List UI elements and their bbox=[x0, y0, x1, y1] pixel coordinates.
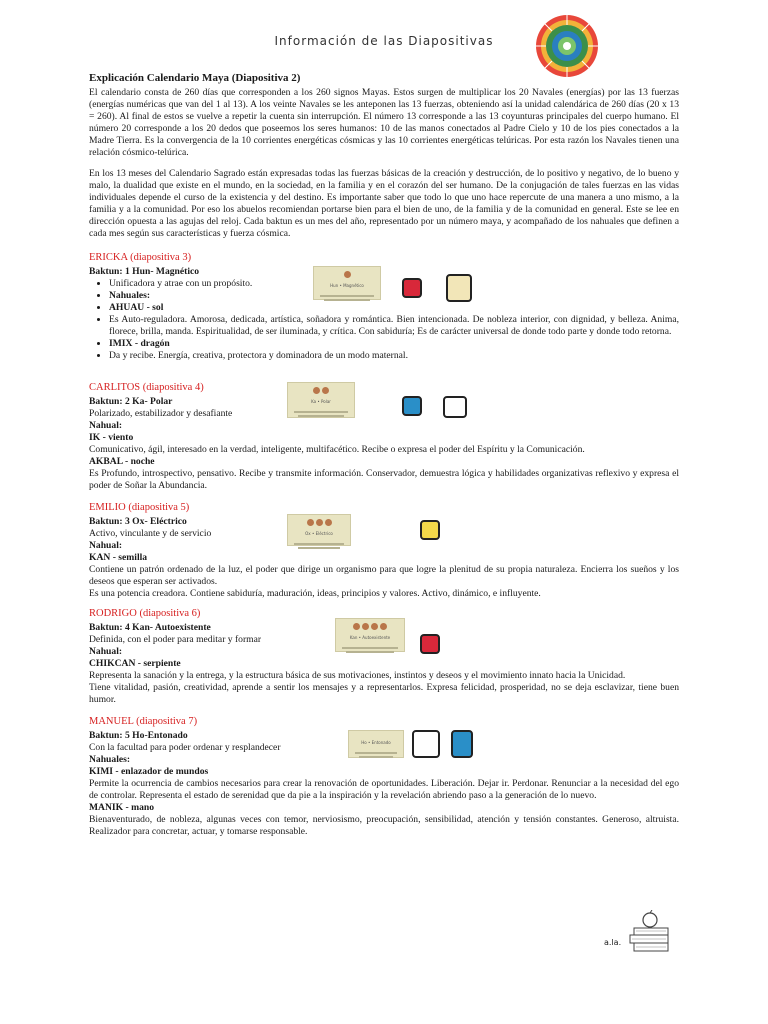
baktun-label: Baktun: 2 Ka- Polar bbox=[89, 396, 173, 407]
kan-glyph-icon bbox=[420, 520, 440, 540]
manik-glyph-icon bbox=[451, 730, 473, 758]
section-title: EMILIO (diapositiva 5) bbox=[89, 502, 190, 513]
section-emilio bbox=[89, 502, 679, 600]
description: Permite la ocurrencia de cambios necesarios para crear la renovación de oportunidades. Liberación. Dejar ir. Perdonar. Renunciar a la necesidad del ego de controlar. Representa el estado de serenidad que da pie a la inspiración y la revelación abriendo paso a la generación de lo nuevo. bbox=[89, 778, 679, 801]
section-carlitos bbox=[89, 382, 679, 492]
list-item: • IMIX - dragón bbox=[109, 338, 679, 350]
description: Tiene vitalidad, pasión, creatividad, aprende a sentir los mensajes y a representarlos. Expresa felicidad, prosperidad, no se deja esclavizar, tiene buen humor. bbox=[89, 682, 679, 705]
baktun-label: Baktun: 3 Ox- Eléctrico bbox=[89, 516, 187, 527]
page-header: Información de las Diapositivas bbox=[274, 34, 494, 48]
maya-calendar-wheel-icon bbox=[535, 14, 599, 78]
slide-thumbnail: Ka • Polar bbox=[287, 382, 355, 418]
slide-thumbnail: Ho • Entonado bbox=[348, 730, 404, 758]
section-ericka bbox=[89, 252, 679, 362]
description: Definida, con el poder para meditar y formar bbox=[89, 634, 262, 645]
list-item: • AHUAU - sol bbox=[109, 302, 679, 314]
list-item: • Nahuales: bbox=[109, 290, 679, 302]
section-title: RODRIGO (diapositiva 6) bbox=[89, 608, 201, 619]
nahual-name: MANIK - mano bbox=[89, 802, 155, 813]
ik-glyph-icon bbox=[402, 396, 422, 416]
list-item: • Es Auto-reguladora. Amorosa, dedicada, artística, soñadora y romántica. Bien intencionada. De nobleza interior, con dignidad, y belleza. Anima, florece, brilla, manda. Espiritualidad, de ser iluminada, y crítica. Con sabiduría; Es de carácter universal de donde todo parte y donde todo retorna. bbox=[109, 314, 679, 338]
ahau-glyph-icon bbox=[402, 278, 422, 298]
list-item: • Unificadora y atrae con un propósito. bbox=[109, 278, 679, 290]
list-item: • Da y recibe. Energía, creativa, protectora y dominadora de un modo maternal. bbox=[109, 350, 679, 362]
description: Con la facultad para poder ordenar y resplandecer bbox=[89, 742, 281, 753]
label: Nahuales: bbox=[89, 754, 131, 765]
section-rodrigo bbox=[89, 608, 679, 706]
baktun-label: Baktun: 1 Hun- Magnético bbox=[89, 266, 200, 277]
kimi-glyph-icon bbox=[412, 730, 440, 758]
section-manuel bbox=[89, 716, 679, 838]
nahual-name: CHIKCAN - serpiente bbox=[89, 658, 181, 669]
description: Bienaventurado, de nobleza, algunas veces con temor, nerviosismo, preocupación, sensibilidad, atención y tensión constantes. Generoso, altruista. Realizador para concretar, actuar, y tomarse responsable. bbox=[89, 814, 679, 837]
intro-heading: Explicación Calendario Maya (Diapositiva 2) bbox=[89, 72, 301, 84]
nahual-name: KIMI - enlazador de mundos bbox=[89, 766, 209, 777]
description: Es una potencia creadora. Contiene sabiduría, maduración, ideas, principios y valores. Activo, dinámico, e influyente. bbox=[89, 588, 541, 599]
baktun-label: Baktun: 4 Kan- Autoexistente bbox=[89, 622, 211, 633]
label: Nahual: bbox=[89, 540, 123, 551]
document-body bbox=[89, 72, 679, 838]
description: Es Profundo, introspectivo, pensativo. Recibe y transmite información. Conservador, demuestra lógica y habilidades organizativas reflexivo y expresa el poder de Soñar la Abundancia. bbox=[89, 468, 679, 491]
description: Polarizado, estabilizador y desafiante bbox=[89, 408, 233, 419]
chikchan-glyph-icon bbox=[420, 634, 440, 654]
label: Nahual: bbox=[89, 646, 123, 657]
intro-paragraph-2: En los 13 meses del Calendario Sagrado están expresadas todas las fuerzas básicas de la creación y destrucción, de lo positivo y negativo, de lo bueno y malo, la dualidad que existe en el mundo, en la sociedad, en la familia y en el corazón del ser humano. De la conjugación de tales fuerzas en las vidas individuales depende el curso de la existencia y del destino. Es importante saber que todo lo que uno hace repercute de una manera a uno mismo, a la familia y a la comunidad. Por eso los abuelos recomiendan portarse bien para el bien de uno, de la familia y de la comunidad en general. Este se lee en dirección opuesta a las agujas del reloj. Cada baktun es un mes del año, representado por un número maya, y acompañado de los nahuales que definen a cada mes según sus características y fuerza cósmica. bbox=[89, 168, 679, 239]
author-initials: a.la. bbox=[604, 938, 622, 947]
slide-thumbnail: Ox • Eléctrico bbox=[287, 514, 351, 546]
slide-thumbnail: Kan • Autoexistente bbox=[335, 618, 405, 652]
intro-paragraph-1: El calendario consta de 260 días que corresponden a los 260 signos Mayas. Estos surgen de multiplicar los 20 Navales (energías) por las 13 fuerzas (energías numéricas que van del 1 al 13). A los veinte Navales se les anteponen las 13 fuerzas, obteniendo así la unidad calendárica de 260 días (20 x 13 = 260). Al final de estos se vuelve a repetir la cuenta sin interrupción. El número 13 corresponde a las 13 coyunturas principales del cuerpo humano. El número 20 corresponde a los 20 dedos que poseemos los seres humanos: 10 de las manos conectados al Padre Cielo y 10 de los pies conectados a la Madre Tierra. Es la convergencia de la 10 corrientes energéticas cósmicas y las 10 corrientes energéticas telúricas. Por esta razón los Navales tienen una relación cósmico-telúrica. bbox=[89, 87, 679, 158]
section-title: MANUEL (diapositiva 7) bbox=[89, 716, 198, 727]
slide-thumbnail: Hun • Magnético bbox=[313, 266, 381, 300]
label: Nahual: bbox=[89, 420, 123, 431]
description: Representa la sanación y la entrega, y la estructura básica de sus motivaciones, instintos y deseos y el movimiento innato hacia la Unicidad. bbox=[89, 670, 626, 681]
imix-glyph-icon bbox=[446, 274, 472, 302]
stacked-books-apple-icon bbox=[620, 910, 670, 954]
nahual-name: AKBAL - noche bbox=[89, 456, 155, 467]
description: Comunicativo, ágil, interesado en la verdad, inteligente, multifacético. Recibe o expresa el poder del Espíritu y la Comunicación. bbox=[89, 444, 585, 455]
description: Activo, vinculante y de servicio bbox=[89, 528, 212, 539]
akbal-glyph-icon bbox=[443, 396, 467, 418]
section-title: ERICKA (diapositiva 3) bbox=[89, 252, 192, 263]
description: Contiene un patrón ordenado de la luz, el poder que dirige un organismo para que logre la plenitud de su propia naturaleza. Encierra los sueños y los deseos que esperan ser activados. bbox=[89, 564, 679, 587]
nahual-name: IK - viento bbox=[89, 432, 134, 443]
nahual-name: KAN - semilla bbox=[89, 552, 148, 563]
section-title: CARLITOS (diapositiva 4) bbox=[89, 382, 204, 393]
baktun-label: Baktun: 5 Ho-Entonado bbox=[89, 730, 188, 741]
